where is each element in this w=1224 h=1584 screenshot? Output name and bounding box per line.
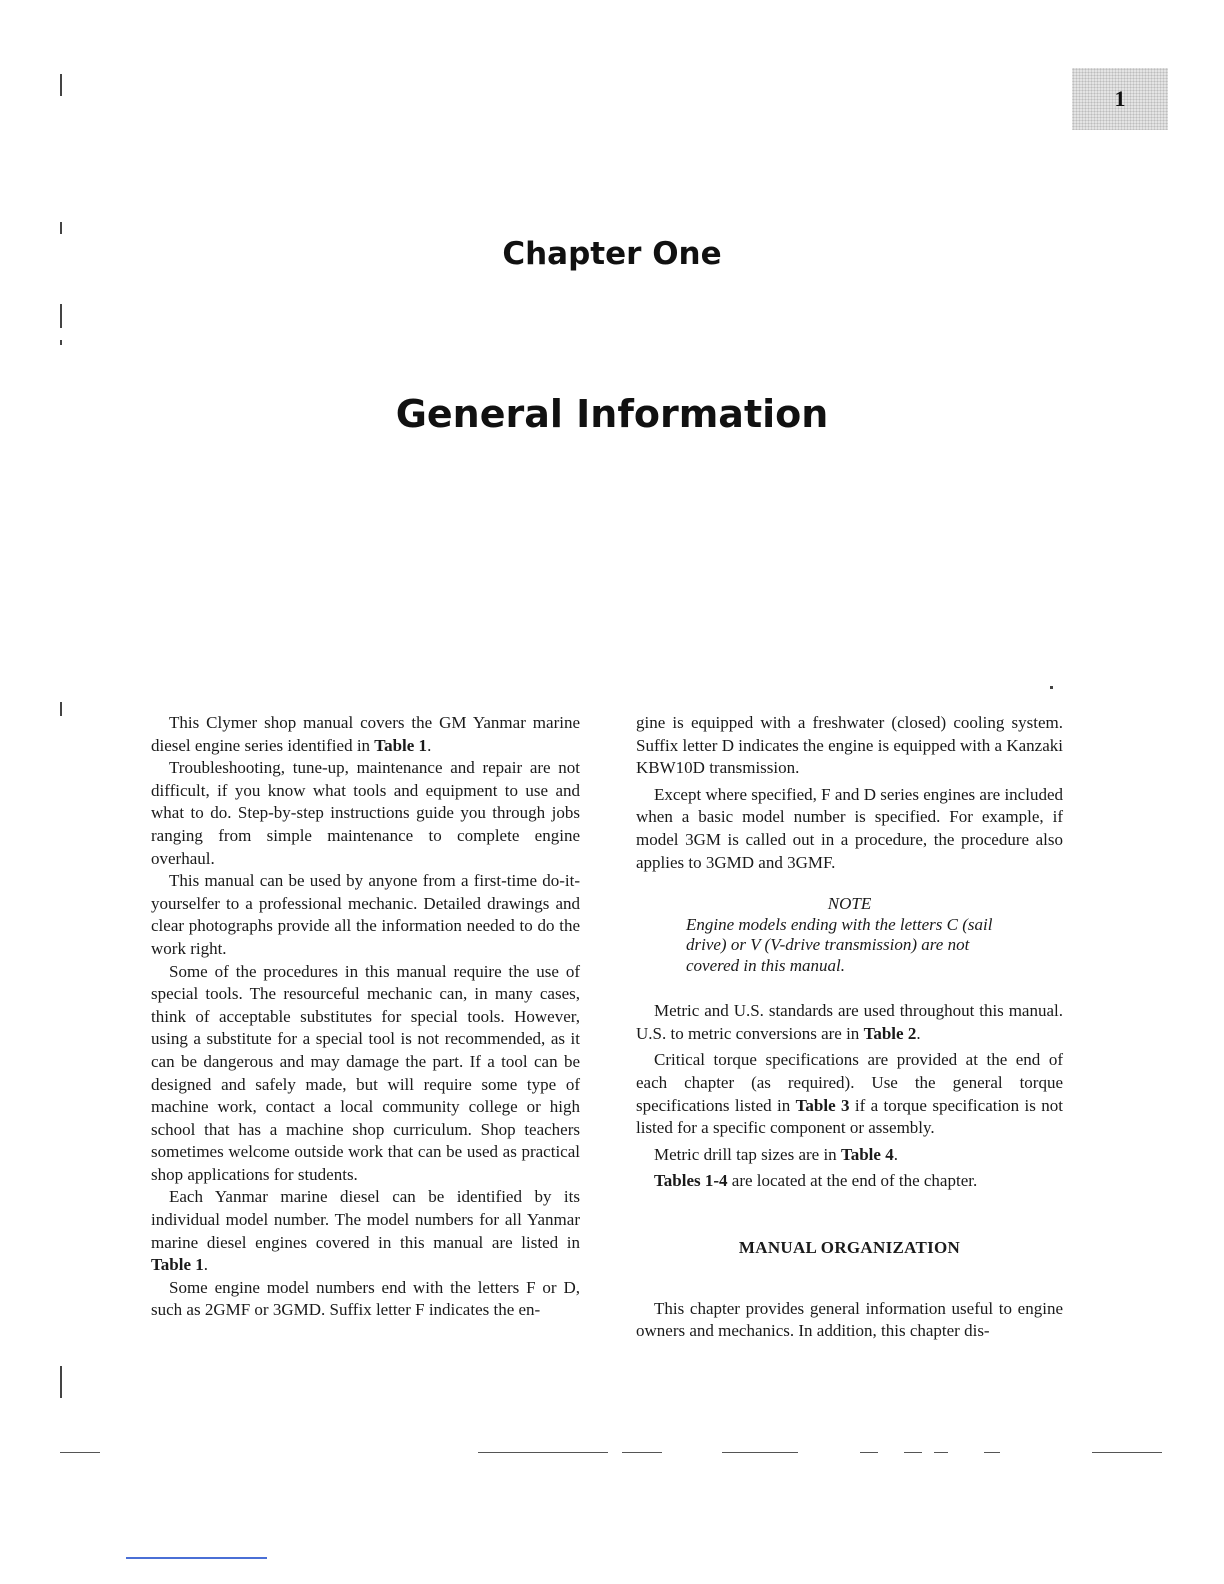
bottom-rule xyxy=(984,1452,1000,1453)
scan-mark xyxy=(60,304,62,328)
scan-mark xyxy=(60,340,62,345)
bottom-rule xyxy=(1092,1452,1162,1453)
bottom-rule xyxy=(934,1452,948,1453)
section-heading: MANUAL ORGANIZATION xyxy=(738,1237,961,1257)
paragraph: Metric drill tap sizes are in Table 4. xyxy=(654,1144,898,1164)
paragraph: Some of the procedures in this manual require the use of special tools. The resourceful mechanic can, in many cases, think of acceptable substitutes for special tools. However, using a substitute for a special tool is not recommended, as it can be dangerous and may damage the part. If a tool can be designed and safely made, but will require some type of machine work, contact a local community college or high school that has a machine shop curriculum. Shop teachers sometimes welcome outside work that can be used as practical shop applications for students. xyxy=(151,961,580,1184)
scan-mark xyxy=(60,1366,62,1398)
note-block xyxy=(686,894,1013,976)
scan-mark xyxy=(60,74,62,96)
chapter-number: 1 xyxy=(1114,86,1126,111)
paragraph: This Clymer shop manual covers the GM Yanmar marine diesel engine series identified in Table 1. xyxy=(151,713,580,755)
bottom-rule xyxy=(904,1452,922,1453)
note-heading: NOTE xyxy=(827,894,872,914)
note-text: Engine models ending with the letters C (sail drive) or V (V-drive transmission) are not covered in this manual. xyxy=(686,914,993,975)
paragraph: Some engine model numbers end with the letters F or D, such as 2GMF or 3GMD. Suffix letter F indicates the en- xyxy=(151,1277,580,1320)
chapter-label: Chapter One xyxy=(502,236,722,272)
chapter-tab xyxy=(1072,68,1168,130)
bottom-rule xyxy=(722,1452,798,1453)
scan-mark xyxy=(60,702,62,716)
chapter-title: General Information xyxy=(395,392,829,436)
paragraph: gine is equipped with a freshwater (closed) cooling system. Suffix letter D indicates the engine is equipped with a Kanzaki KBW10D transmission. xyxy=(636,713,1063,778)
paragraph: Tables 1-4 are located at the end of the chapter. xyxy=(654,1171,978,1191)
right-column xyxy=(636,712,1063,1343)
bottom-rule xyxy=(622,1452,662,1453)
paragraph: Troubleshooting, tune-up, maintenance and repair are not difficult, if you know what tools and equipment to use and what to do. Step-by-step instructions guide you through jobs ranging from simple maintenance to complete engine overhaul. xyxy=(151,758,580,868)
bottom-rule xyxy=(60,1452,100,1453)
paragraph: Critical torque specifications are provided at the end of each chapter (as required). Use the general torque specifications listed in Table 3 if a torque specification is not listed for a specific component or assembly. xyxy=(636,1050,1063,1138)
paragraph: This manual can be used by anyone from a first-time do-it-yourselfer to a professional mechanic. Detailed drawings and clear photographs provide all the information needed to do the work right. xyxy=(151,871,580,958)
bottom-rule xyxy=(478,1452,608,1453)
paragraph: Except where specified, F and D series engines are included when a basic model number is specified. For example, if model 3GM is called out in a procedure, the procedure also applies to 3GMD and 3GMF. xyxy=(636,784,1063,872)
scan-mark xyxy=(1050,686,1053,689)
blue-underline xyxy=(126,1557,267,1559)
paragraph: Metric and U.S. standards are used throughout this manual. U.S. to metric conversions are in Table 2. xyxy=(636,1001,1063,1043)
scan-mark xyxy=(60,222,62,234)
paragraph: This chapter provides general information useful to engine owners and mechanics. In addition, this chapter dis- xyxy=(636,1298,1063,1341)
paragraph: Each Yanmar marine diesel can be identified by its individual model number. The model numbers for all Yanmar marine diesel engines covered in this manual are listed in Table 1. xyxy=(151,1187,580,1275)
bottom-rule xyxy=(860,1452,878,1453)
left-column xyxy=(151,712,580,1322)
